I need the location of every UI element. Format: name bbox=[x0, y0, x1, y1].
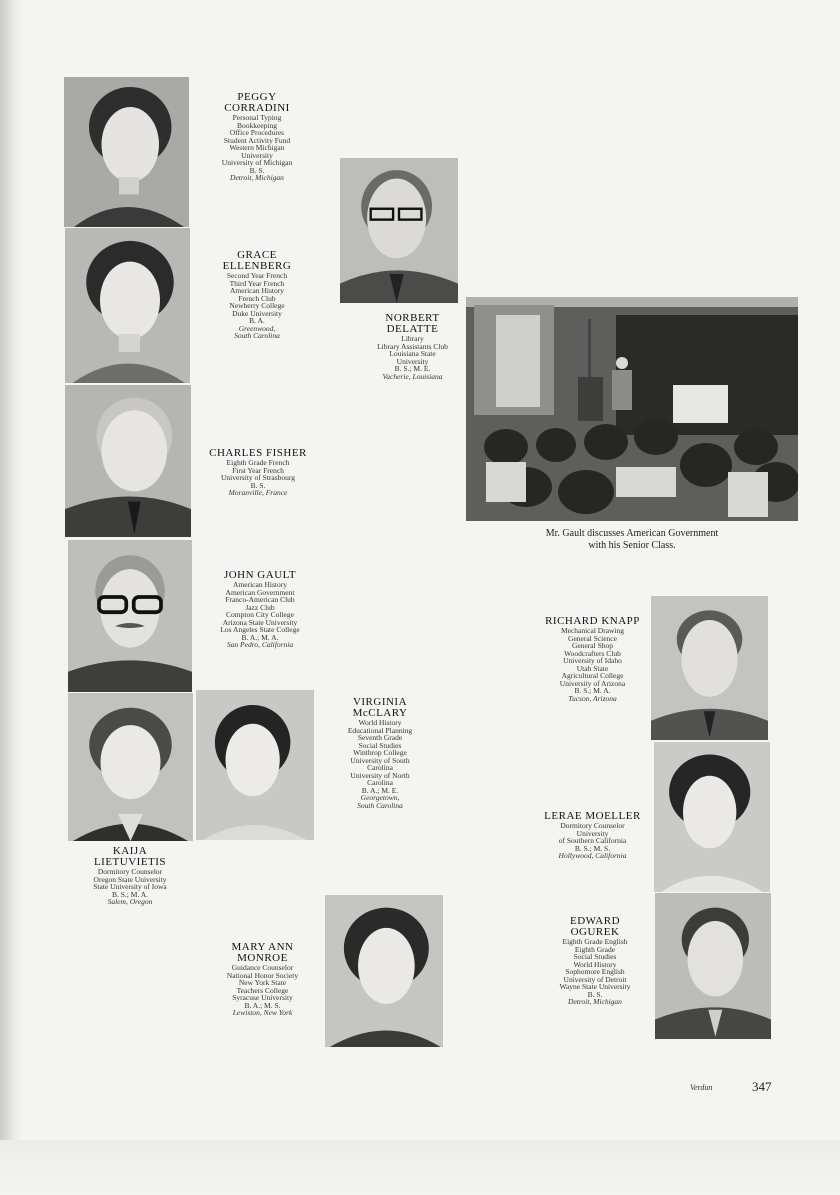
teacher-detail-line: University bbox=[241, 150, 273, 160]
teacher-detail-line: University of Detroit bbox=[563, 974, 627, 984]
bio-mcclary bbox=[320, 697, 440, 809]
teacher-name: JOHN GAULT bbox=[223, 569, 297, 581]
portrait-photo-mcclary bbox=[196, 690, 314, 840]
teacher-detail-line: Teachers College bbox=[236, 985, 289, 995]
teacher-detail-line: American Government bbox=[225, 587, 295, 597]
portrait-photo-delatte bbox=[340, 158, 458, 303]
portrait-photo-gault bbox=[68, 540, 192, 692]
teacher-detail-line: Jazz Club bbox=[245, 602, 275, 612]
teacher-detail-line: University bbox=[396, 356, 429, 366]
teacher-detail-line: First Year French bbox=[232, 465, 284, 475]
teacher-detail-line: Newberry College bbox=[229, 301, 285, 310]
teacher-hometown: Greenwood, bbox=[238, 323, 276, 333]
teacher-detail-line: B. S. bbox=[587, 989, 603, 999]
teacher-hometown: Lewiston, New York bbox=[232, 1008, 293, 1017]
teacher-detail-line: Library Assistants Club bbox=[377, 341, 448, 351]
teacher-detail-line: B. S. bbox=[249, 165, 265, 175]
teacher-detail-line: Eighth Grade bbox=[574, 944, 616, 954]
teacher-hometown: Salem, Oregon bbox=[107, 897, 153, 906]
teacher-detail-line: B. S.; M. A. bbox=[111, 889, 149, 899]
teacher-detail-line: Winthrop College bbox=[353, 748, 407, 757]
teacher-name: McCLARY bbox=[352, 707, 408, 719]
teacher-detail-line: B. A. bbox=[249, 316, 265, 325]
teacher-name: PEGGY bbox=[237, 91, 277, 103]
teacher-name: EDWARD bbox=[569, 915, 621, 927]
classroom-photo-caption bbox=[466, 528, 798, 552]
teacher-detail-line: B. S.; M. E. bbox=[394, 364, 431, 373]
teacher-name: LIETUVIETIS bbox=[93, 856, 167, 868]
teacher-name: OGUREK bbox=[570, 926, 620, 938]
page-bottom-margin bbox=[0, 1140, 840, 1195]
teacher-detail-line: New York State bbox=[238, 978, 287, 987]
bio-knapp bbox=[520, 616, 665, 702]
teacher-hometown: South Carolina bbox=[357, 800, 403, 810]
teacher-detail-line: Social Studies bbox=[573, 952, 617, 961]
bio-corradini bbox=[198, 92, 316, 182]
teacher-hometown: Georgetown, bbox=[360, 793, 400, 802]
bio-ogurek bbox=[535, 916, 655, 1006]
teacher-detail-line: Agricultural College bbox=[561, 671, 624, 680]
teacher-name: ELLENBERG bbox=[222, 260, 292, 272]
portrait-photo-moeller bbox=[654, 742, 770, 892]
bio-lietuvietis bbox=[60, 846, 200, 906]
teacher-detail-line: University of South bbox=[350, 755, 410, 765]
teacher-detail-line: Eighth Grade French bbox=[226, 458, 290, 467]
teacher-detail-line: World History bbox=[573, 959, 617, 969]
classroom-photo bbox=[466, 297, 798, 521]
teacher-detail-line: B. S.; M. S. bbox=[574, 843, 611, 853]
teacher-hometown: Detroit, Michigan bbox=[568, 997, 622, 1006]
page-gutter-shadow bbox=[0, 0, 22, 1140]
teacher-detail-line: University of Arizona bbox=[559, 678, 626, 688]
teacher-detail-line: B. S.; M. A. bbox=[574, 686, 611, 695]
teacher-detail-line: Syracuse University bbox=[232, 993, 293, 1002]
teacher-detail-line: Western Michigan bbox=[229, 143, 285, 152]
teacher-detail-line: Carolina bbox=[367, 778, 393, 787]
teacher-name: GRACE bbox=[237, 249, 277, 261]
folio-page-number: 347 bbox=[752, 1079, 772, 1094]
teacher-detail-line: Sophomore English bbox=[565, 967, 625, 976]
teacher-detail-line: Guidance Counselor bbox=[231, 963, 294, 972]
teacher-detail-line: University of Strasbourg bbox=[220, 473, 296, 482]
teacher-detail-line: General Shop bbox=[571, 641, 614, 650]
teacher-detail-line: of Southern California bbox=[558, 836, 627, 845]
teacher-detail-line: American History bbox=[233, 580, 287, 589]
teacher-detail-line: Louisiana State bbox=[389, 349, 436, 358]
portrait-photo-ogurek bbox=[655, 893, 771, 1039]
teacher-hometown: Detroit, Michigan bbox=[230, 173, 284, 182]
teacher-detail-line: Oregon State University bbox=[93, 874, 167, 884]
teacher-detail-line: Arizona State University bbox=[222, 617, 298, 627]
bio-moeller bbox=[520, 811, 665, 860]
teacher-detail-line: Dormitory Counselor bbox=[560, 821, 625, 830]
teacher-name: CHARLES FISHER bbox=[209, 447, 307, 459]
teacher-hometown: Moranville, France bbox=[228, 488, 288, 497]
teacher-hometown: Tucson, Arizona bbox=[568, 693, 617, 703]
portrait-photo-corradini bbox=[64, 77, 189, 227]
teacher-name: MONROE bbox=[237, 952, 288, 964]
portrait-photo-knapp bbox=[651, 596, 768, 740]
teacher-detail-line: Social Studies bbox=[358, 740, 402, 750]
portrait-photo-lietuvietis bbox=[68, 693, 193, 841]
teacher-detail-line: World History bbox=[358, 718, 402, 727]
teacher-detail-line: National Honor Society bbox=[226, 970, 299, 980]
teacher-detail-line: Woodcrafters Club bbox=[564, 648, 621, 658]
teacher-hometown: San Pedro, California bbox=[226, 640, 294, 649]
bio-monroe bbox=[205, 942, 320, 1017]
teacher-name: LERAE MOELLER bbox=[544, 810, 641, 822]
teacher-hometown: Hollywood, California bbox=[558, 851, 627, 860]
teacher-detail-line: Bookkeeping bbox=[237, 120, 277, 130]
teacher-name: VIRGINIA bbox=[352, 696, 408, 708]
teacher-detail-line: General Science bbox=[568, 633, 617, 643]
teacher-detail-line: Personal Typing bbox=[232, 113, 282, 122]
teacher-detail-line: University of North bbox=[350, 770, 410, 780]
teacher-detail-line: University of Idaho bbox=[563, 656, 622, 665]
teacher-detail-line: Seventh Grade bbox=[357, 733, 403, 742]
teacher-hometown: Vacherie, Louisiana bbox=[382, 371, 443, 381]
teacher-detail-line: B. A.; M. S. bbox=[244, 1000, 281, 1010]
bio-gault bbox=[195, 570, 325, 649]
teacher-detail-line: Office Procedures bbox=[229, 128, 285, 137]
teacher-detail-line: American History bbox=[230, 286, 284, 295]
teacher-detail-line: University of Michigan bbox=[221, 158, 293, 167]
teacher-name: MARY ANN bbox=[231, 941, 294, 953]
teacher-name: DELATTE bbox=[386, 323, 439, 335]
teacher-detail-line: Library bbox=[401, 334, 424, 343]
teacher-name: NORBERT bbox=[385, 312, 440, 324]
portrait-photo-ellenberg bbox=[65, 228, 190, 383]
teacher-detail-line: French Club bbox=[238, 293, 276, 303]
bio-delatte bbox=[340, 313, 485, 380]
teacher-name: RICHARD KNAPP bbox=[545, 615, 640, 627]
caption-line-2: with his Senior Class. bbox=[588, 540, 676, 551]
caption-line-1: Mr. Gault discusses American Government bbox=[545, 528, 719, 539]
teacher-detail-line: University bbox=[576, 828, 609, 838]
teacher-detail-line: Carolina bbox=[367, 763, 393, 772]
portrait-photo-fisher bbox=[65, 385, 191, 537]
teacher-detail-line: Educational Planning bbox=[347, 725, 413, 735]
teacher-detail-line: Franco-American Club bbox=[225, 595, 295, 604]
teacher-detail-line: Mechanical Drawing bbox=[560, 626, 625, 635]
portrait-photo-monroe bbox=[325, 895, 443, 1047]
teacher-detail-line: Third Year French bbox=[229, 278, 285, 288]
teacher-name: CORRADINI bbox=[224, 102, 290, 114]
teacher-detail-line: State University of Iowa bbox=[93, 882, 167, 891]
teacher-detail-line: Duke University bbox=[232, 308, 282, 318]
teacher-detail-line: Wayne State University bbox=[559, 982, 631, 991]
teacher-detail-line: Los Angeles State College bbox=[220, 625, 300, 634]
bio-ellenberg bbox=[198, 250, 316, 340]
teacher-detail-line: Student Activity Fund bbox=[223, 135, 291, 145]
teacher-detail-line: Utah State bbox=[576, 663, 609, 673]
bio-fisher bbox=[193, 448, 323, 497]
teacher-detail-line: B. S. bbox=[250, 480, 266, 490]
folio-book-title: Verdun bbox=[690, 1083, 713, 1092]
teacher-detail-line: B. A.; M. A. bbox=[241, 632, 279, 642]
teacher-detail-line: Eighth Grade English bbox=[562, 937, 628, 946]
teacher-detail-line: Dormitory Counselor bbox=[97, 867, 163, 876]
teacher-detail-line: Second Year French bbox=[226, 271, 288, 280]
teacher-hometown: South Carolina bbox=[234, 331, 280, 340]
teacher-name: KAIJA bbox=[112, 845, 148, 857]
teacher-detail-line: B. A.; M. E. bbox=[361, 785, 399, 795]
teacher-detail-line: Compton City College bbox=[226, 610, 294, 619]
